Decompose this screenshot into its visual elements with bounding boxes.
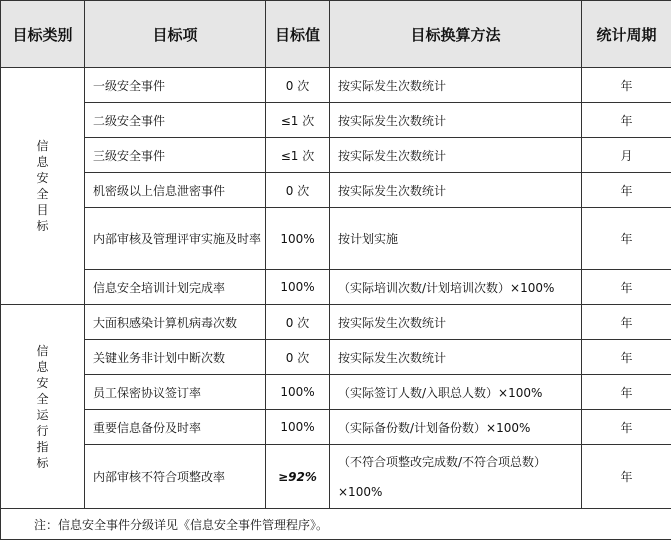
table-row xyxy=(1,305,671,340)
value-cell: 100% xyxy=(266,375,330,410)
item-cell: 内部审核不符合项整改率 xyxy=(85,445,266,509)
method-cell: 按计划实施 xyxy=(330,208,582,270)
value-cell: 100% xyxy=(266,410,330,445)
table-row xyxy=(1,208,671,270)
table-row xyxy=(1,340,671,375)
item-cell: 三级安全事件 xyxy=(85,138,266,173)
period-cell: 年 xyxy=(582,270,671,305)
period-cell: 年 xyxy=(582,445,671,509)
header-category: 目标类别 xyxy=(1,1,85,68)
table-row xyxy=(1,103,671,138)
item-cell: 内部审核及管理评审实施及时率 xyxy=(85,208,266,270)
header-row xyxy=(1,1,671,68)
method-cell: （实际签订人数/入职总人数）×100% xyxy=(330,375,582,410)
value-cell: 0 次 xyxy=(266,305,330,340)
header-item: 目标项 xyxy=(85,1,266,68)
method-cell: 按实际发生次数统计 xyxy=(330,340,582,375)
value-cell: 100% xyxy=(266,270,330,305)
value-cell: 0 次 xyxy=(266,173,330,208)
header-period: 统计周期 xyxy=(582,1,671,68)
value-cell: 0 次 xyxy=(266,68,330,103)
value-cell: ≥92% xyxy=(266,445,330,509)
method-cell: 按实际发生次数统计 xyxy=(330,68,582,103)
period-cell: 月 xyxy=(582,138,671,173)
table-row xyxy=(1,375,671,410)
table-row xyxy=(1,445,671,509)
method-cell: （不符合项整改完成数/不符合项总数）×100% xyxy=(330,445,582,509)
period-cell: 年 xyxy=(582,68,671,103)
item-cell: 一级安全事件 xyxy=(85,68,266,103)
value-cell: 100% xyxy=(266,208,330,270)
value-cell: ≤1 次 xyxy=(266,138,330,173)
table-row xyxy=(1,173,671,208)
note-row xyxy=(1,509,671,540)
method-cell: （实际备份数/计划备份数）×100% xyxy=(330,410,582,445)
period-cell: 年 xyxy=(582,103,671,138)
item-cell: 大面积感染计算机病毒次数 xyxy=(85,305,266,340)
method-cell: （实际培训次数/计划培训次数）×100% xyxy=(330,270,582,305)
period-cell: 年 xyxy=(582,410,671,445)
table-row xyxy=(1,68,671,103)
header-method: 目标换算方法 xyxy=(330,1,582,68)
method-cell: 按实际发生次数统计 xyxy=(330,173,582,208)
item-cell: 信息安全培训计划完成率 xyxy=(85,270,266,305)
method-cell: 按实际发生次数统计 xyxy=(330,103,582,138)
category-security-goals: 信息安全目标 xyxy=(1,68,85,305)
note-text: 注：信息安全事件分级详见《信息安全事件管理程序》。 xyxy=(1,509,671,540)
item-cell: 二级安全事件 xyxy=(85,103,266,138)
period-cell: 年 xyxy=(582,305,671,340)
period-cell: 年 xyxy=(582,173,671,208)
method-cell: 按实际发生次数统计 xyxy=(330,138,582,173)
category-security-operations: 信息安全运行指标 xyxy=(1,305,85,509)
table-row xyxy=(1,270,671,305)
period-cell: 年 xyxy=(582,340,671,375)
item-cell: 重要信息备份及时率 xyxy=(85,410,266,445)
header-value: 目标值 xyxy=(266,1,330,68)
period-cell: 年 xyxy=(582,375,671,410)
item-cell: 机密级以上信息泄密事件 xyxy=(85,173,266,208)
table-row xyxy=(1,138,671,173)
item-cell: 关键业务非计划中断次数 xyxy=(85,340,266,375)
table-row xyxy=(1,410,671,445)
value-cell: ≤1 次 xyxy=(266,103,330,138)
period-cell: 年 xyxy=(582,208,671,270)
method-cell: 按实际发生次数统计 xyxy=(330,305,582,340)
item-cell: 员工保密协议签订率 xyxy=(85,375,266,410)
value-cell: 0 次 xyxy=(266,340,330,375)
